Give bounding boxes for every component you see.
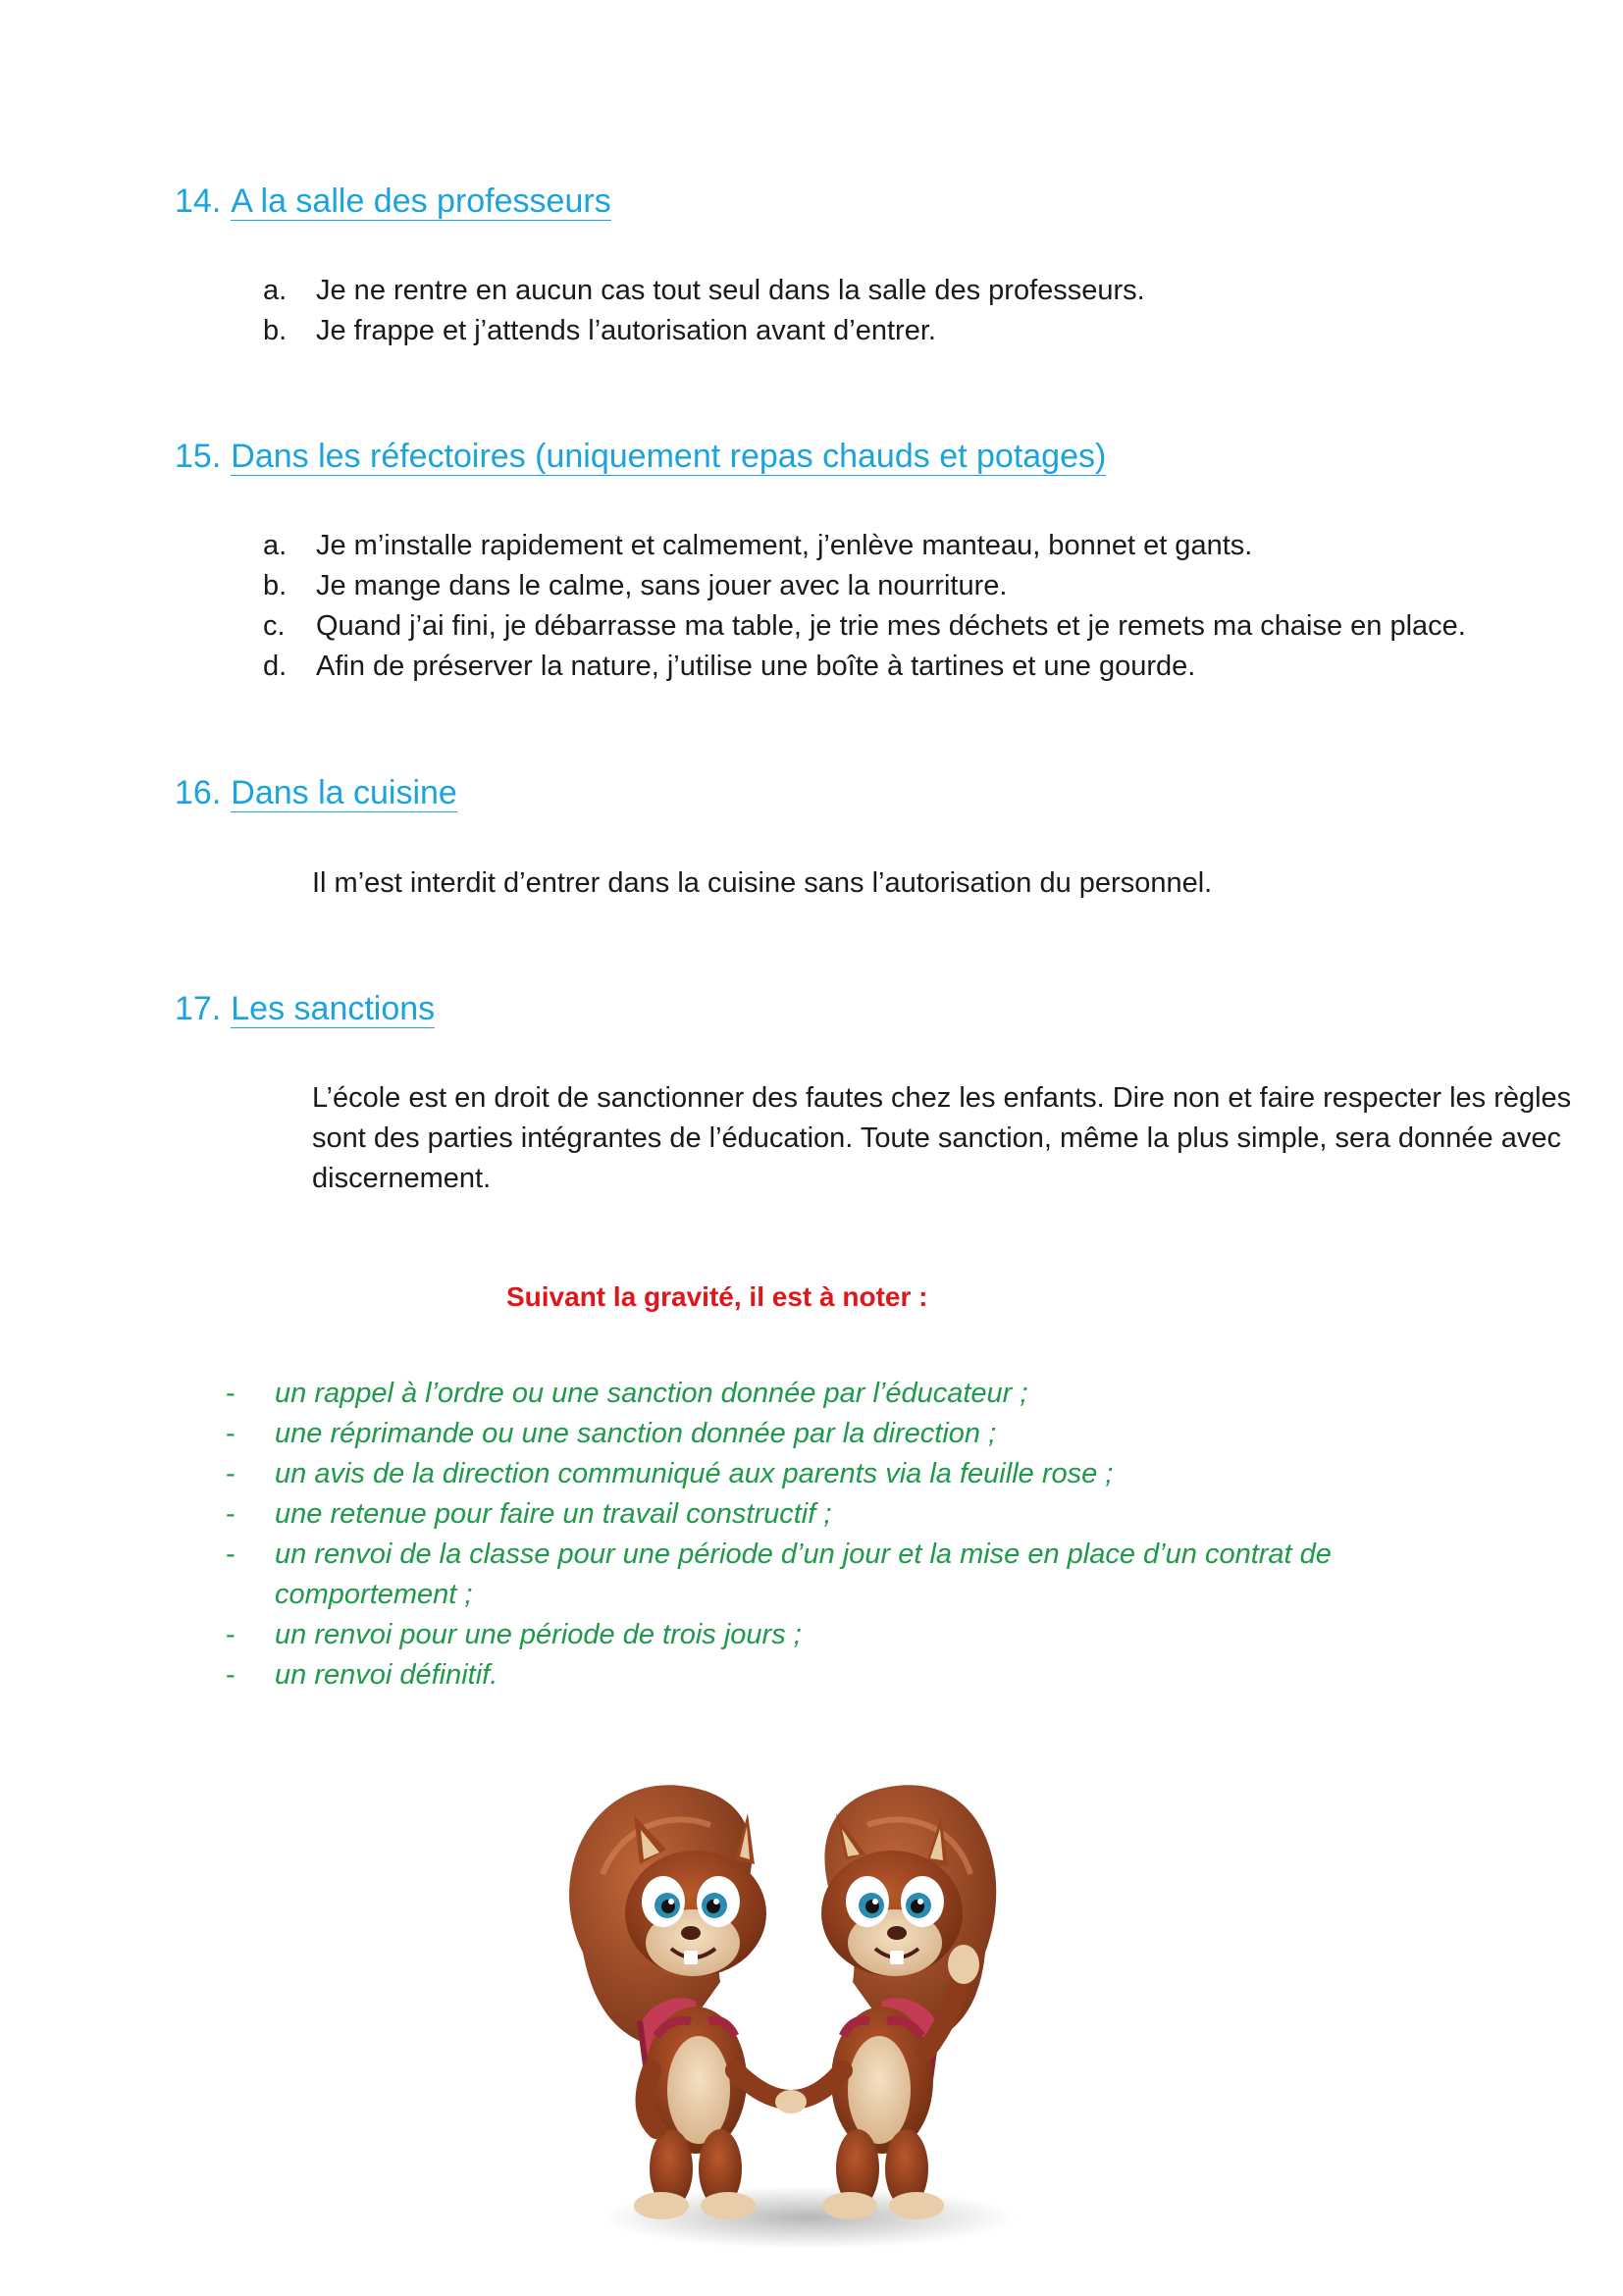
list-item: - un renvoi pour une période de trois jours ; xyxy=(226,1619,802,1650)
left-squirrel xyxy=(569,1785,791,2219)
section-number: 14. xyxy=(175,183,222,220)
section-16-title xyxy=(175,771,457,814)
section-title-text: Dans la cuisine xyxy=(231,774,457,811)
list-item: b. Je mange dans le calme, sans jouer avec la nourriture. xyxy=(263,570,1008,601)
section-number: 17. xyxy=(175,990,222,1027)
section-15-title xyxy=(175,435,1106,478)
list-item: - un avis de la direction communiqué aux parents via la feuille rose ; xyxy=(226,1458,1114,1489)
section-title-text: Dans les réfectoires (uniquement repas chauds et potages) xyxy=(231,438,1107,475)
list-item: - un renvoi définitif. xyxy=(226,1659,498,1691)
list-item: - un rappel à l’ordre ou une sanction donnée par l’éducateur ; xyxy=(226,1378,1028,1409)
section-title-text: Les sanctions xyxy=(231,990,436,1027)
section-17-paragraph: L’école est en droit de sanctionner des fautes chez les enfants. Dire non et faire respecter les règles sont des parties intégrantes de l’éducation. Toute sanction, même la plus simple, sera donnée avec discernement. xyxy=(312,1082,1572,1194)
two-squirrels-icon xyxy=(524,1756,1093,2291)
list-item: c. Quand j’ai fini, je débarrasse ma table, je trie mes déchets et je remets ma chaise en place. xyxy=(263,610,1466,642)
section-14-list xyxy=(265,271,1145,351)
list-item: d. Afin de préserver la nature, j’utilise une boîte à tartines et une gourde. xyxy=(263,651,1196,682)
list-item: a. Je ne rentre en aucun cas tout seul dans la salle des professeurs. xyxy=(263,275,1145,306)
list-item: - une retenue pour faire un travail constructif ; xyxy=(226,1498,832,1530)
squirrels-illustration xyxy=(524,1756,1093,2291)
section-15-list xyxy=(265,526,1466,687)
section-16-paragraph: Il m’est interdit d’entrer dans la cuisine sans l’autorisation du personnel. xyxy=(312,867,1213,899)
section-14-title xyxy=(175,180,611,223)
section-17-title xyxy=(175,987,435,1030)
list-item: - un renvoi de la classe pour une période d’un jour et la mise en place d’un contrat de comportement ; xyxy=(226,1539,1332,1610)
section-number: 15. xyxy=(175,438,222,475)
list-item: b. Je frappe et j’attends l’autorisation avant d’entrer. xyxy=(263,315,936,346)
section-title-text: A la salle des professeurs xyxy=(231,183,611,220)
right-squirrel xyxy=(775,1785,996,2219)
list-item: - une réprimande ou une sanction donnée par la direction ; xyxy=(226,1418,997,1449)
gravity-heading: Suivant la gravité, il est à noter : xyxy=(506,1281,928,1312)
sanctions-list xyxy=(222,1374,1439,1696)
section-number: 16. xyxy=(175,774,222,811)
list-item: a. Je m’installe rapidement et calmement, j’enlève manteau, bonnet et gants. xyxy=(263,530,1253,561)
